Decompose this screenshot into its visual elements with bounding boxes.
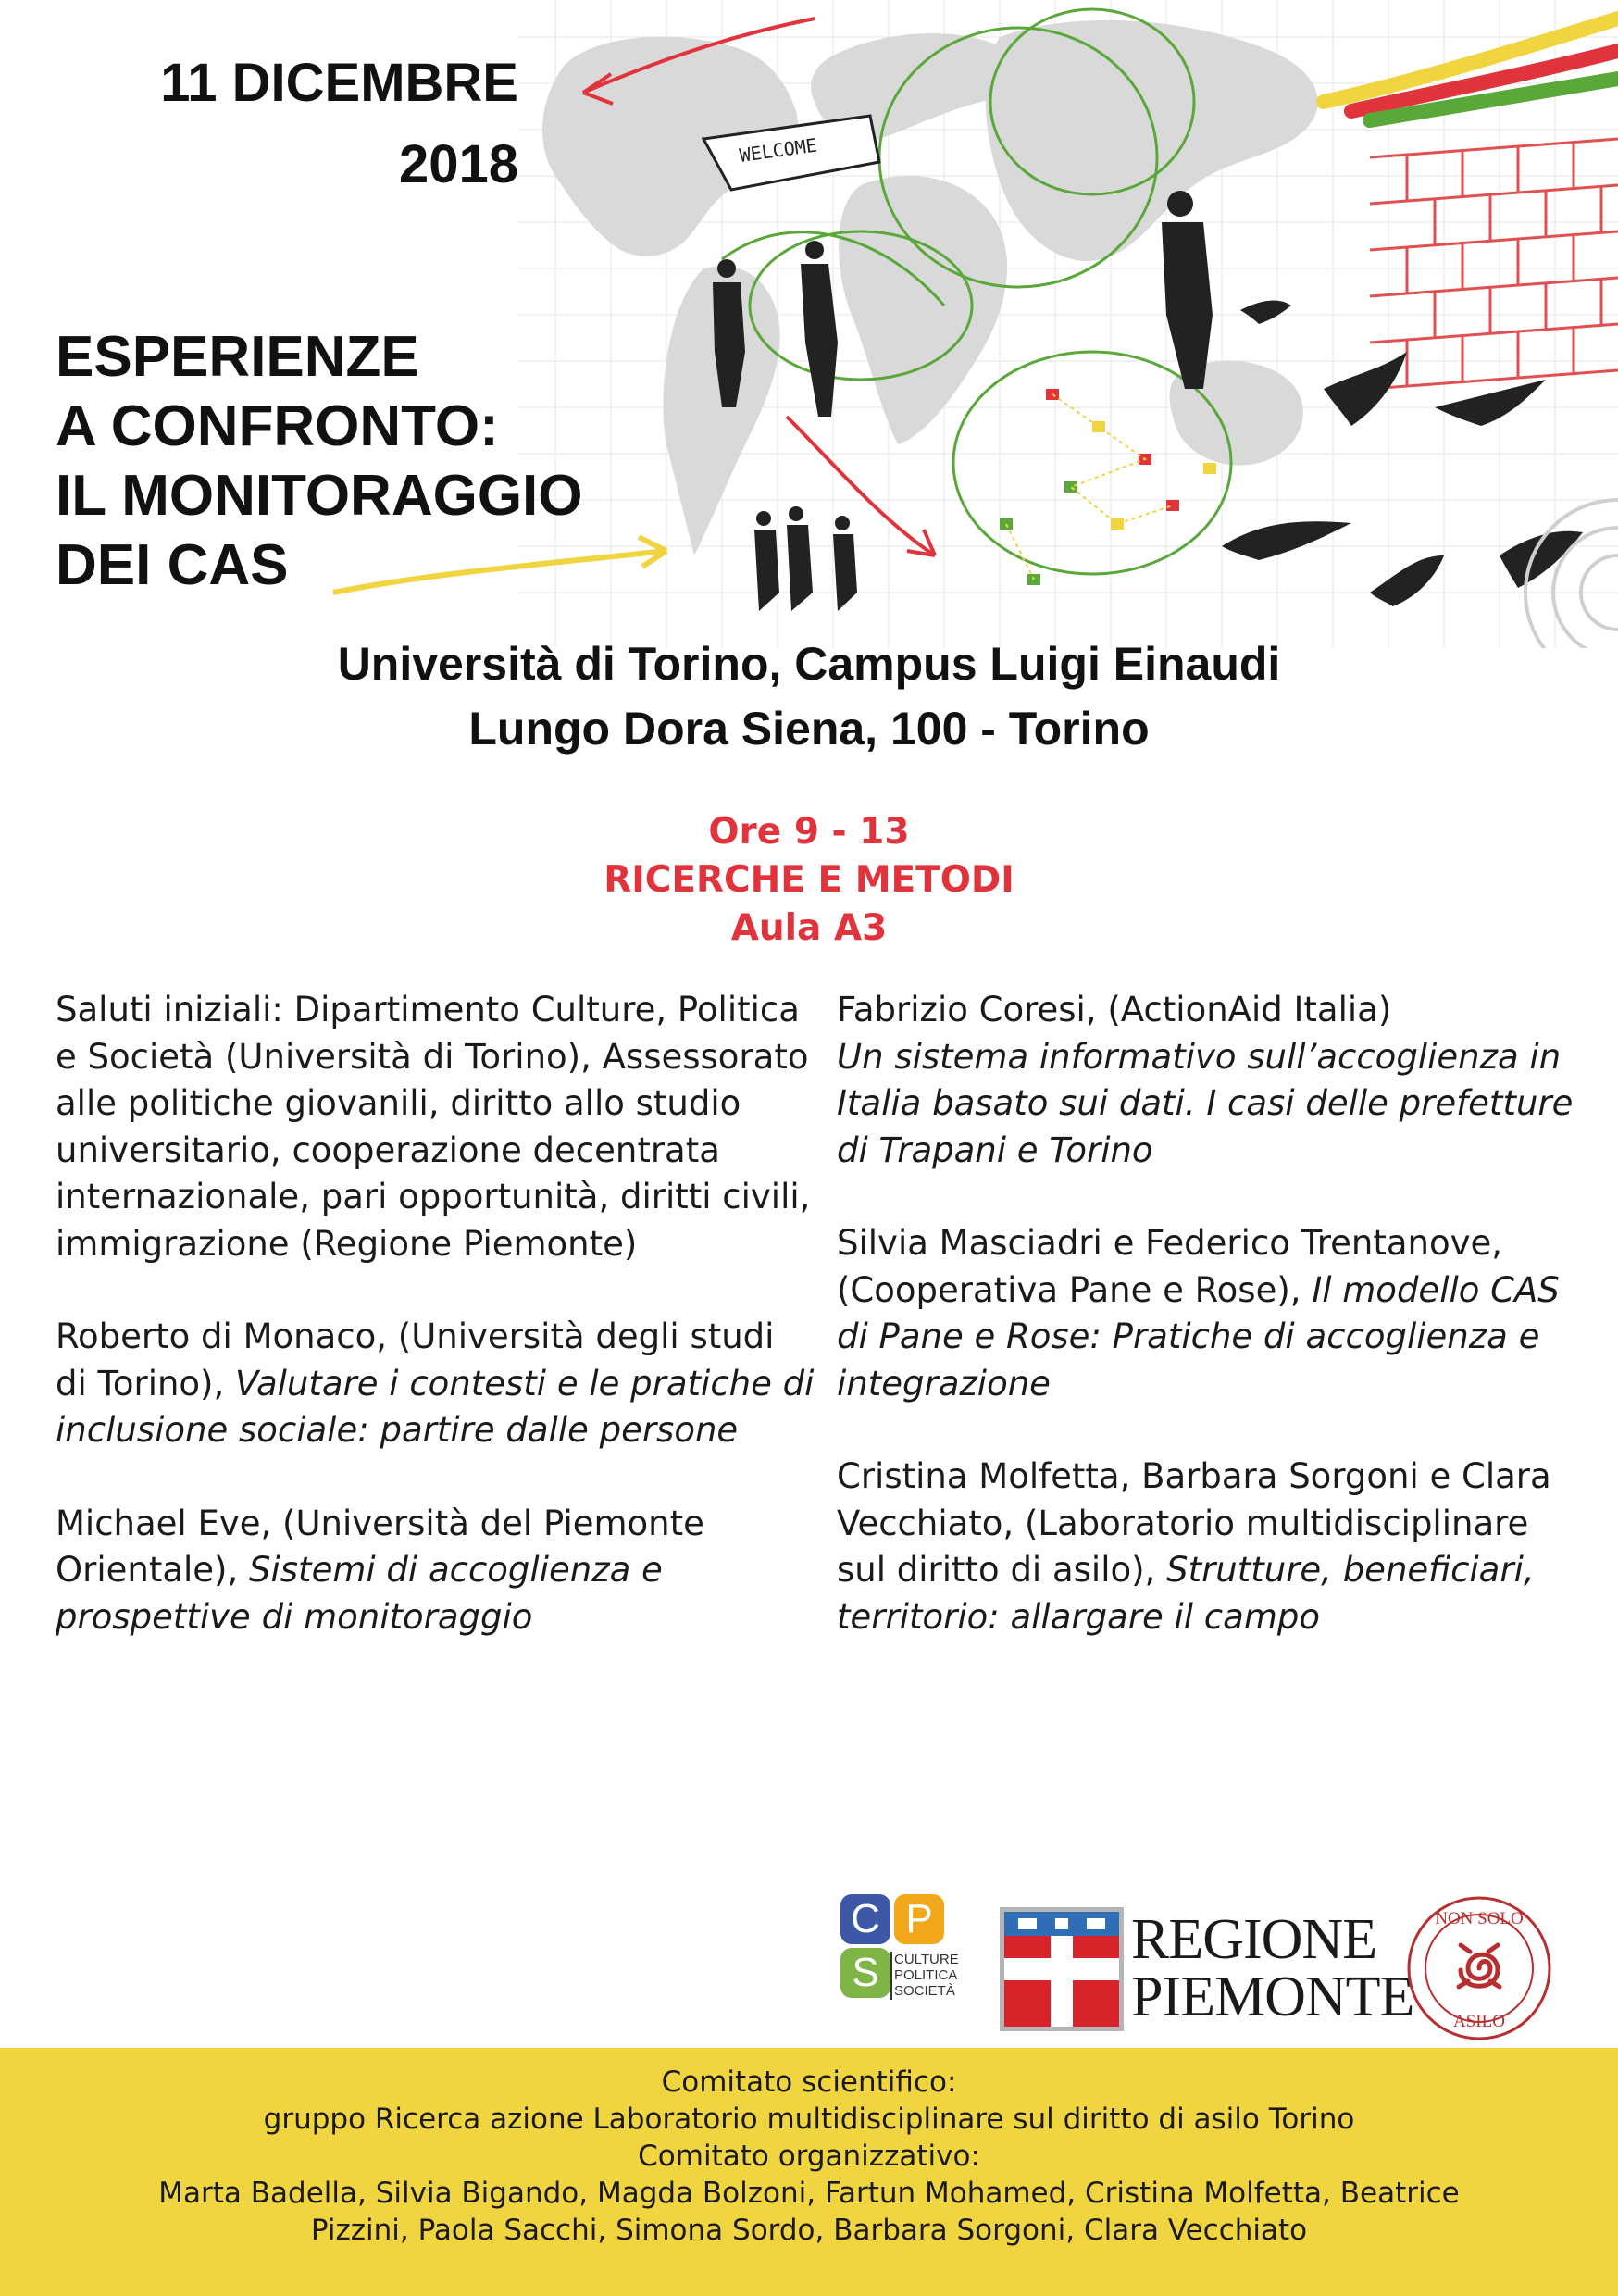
- regione-logo-line: PIEMONTE: [1131, 1965, 1414, 2028]
- program-talk-title: Il modello CAS di Pane e Rose: Pratiche di accoglienza e integrazione: [837, 1269, 1560, 1404]
- event-title-line: ESPERIENZE: [56, 325, 419, 389]
- cps-logo: [840, 1894, 979, 2031]
- program-speaker: Saluti iniziali: Dipartimento Culture, Politica e Società (Università di Torino), Assessorato alle politiche giovanili, diritto allo studio universitario, cooperazione decentrata internazionale, pari opportunità, diritti civili, immigrazione (Regione Piemonte): [56, 990, 811, 1264]
- cps-logo-word: SOCIETÀ: [894, 1983, 955, 1999]
- cps-logo-p: P: [894, 1894, 944, 1944]
- footer-organizing-label: Comitato organizzativo:: [638, 2140, 980, 2173]
- nsa-logo-bottom-text: ASILO: [1453, 2012, 1505, 2031]
- program-speaker: Roberto di Monaco, (Università degli studi di Torino),: [56, 1316, 775, 1404]
- cps-logo-word: CULTURE: [894, 1952, 959, 1967]
- footer-organizing-members: Marta Badella, Silvia Bigando, Magda Bolzoni, Fartun Mohamed, Cristina Molfetta, Beatrice: [158, 2177, 1460, 2210]
- program-speaker: Michael Eve, (Università del Piemonte Orientale),: [56, 1503, 704, 1590]
- program-speaker: Cristina Molfetta, Barbara Sorgoni e Clara Vecchiato, (Laboratorio multidisciplinare sul diritto di asilo),: [837, 1456, 1551, 1590]
- welcome-sign-text: WELCOME: [738, 133, 819, 167]
- venue: [0, 631, 1618, 761]
- venue-address: Lungo Dora Siena, 100 - Torino: [468, 703, 1150, 755]
- footer-committees: [0, 2048, 1618, 2296]
- program-speaker: Silvia Masciadri e Federico Trentanove, (Cooperativa Pane e Rose),: [837, 1223, 1503, 1310]
- footer-scientific-label: Comitato scientifico:: [661, 2065, 957, 2099]
- program-entry: [56, 1501, 815, 1641]
- event-date: [56, 43, 518, 206]
- regione-logo-line: REGIONE: [1131, 1908, 1377, 1971]
- session-header: [0, 808, 1618, 953]
- regione-shield-icon: [1000, 1907, 1124, 2031]
- event-title: [56, 322, 583, 600]
- program-entry: [56, 1314, 815, 1454]
- event-date-day: 11 DICEMBRE: [160, 53, 518, 113]
- program-column-left: [56, 987, 815, 1687]
- event-title-line: DEI CAS: [56, 533, 289, 597]
- program-talk-title: Valutare i contesti e le pratiche di inclusione sociale: partire dalle persone: [56, 1363, 815, 1450]
- event-date-year: 2018: [398, 134, 518, 194]
- program-entry: [837, 987, 1587, 1174]
- program-talk-title: Strutture, beneficiari, territorio: allargare il campo: [837, 1550, 1535, 1637]
- event-title-line: IL MONITORAGGIO: [56, 464, 583, 528]
- session-name: RICERCHE E METODI: [604, 859, 1014, 901]
- regione-piemonte-logo: [1000, 1907, 1414, 2031]
- program-speaker: Fabrizio Coresi, (ActionAid Italia): [837, 990, 1392, 1029]
- session-time: Ore 9 - 13: [708, 811, 910, 853]
- cps-logo-word: POLITICA: [894, 1967, 958, 1983]
- event-title-line: A CONFRONTO:: [56, 394, 499, 458]
- footer-organizing-members: Pizzini, Paola Sacchi, Simona Sordo, Barbara Sorgoni, Clara Vecchiato: [310, 2214, 1308, 2247]
- program-column-right: [837, 987, 1587, 1687]
- program-entry: [837, 1454, 1587, 1641]
- program-entry: [837, 1220, 1587, 1407]
- regione-logo-text: [1131, 1908, 1414, 2028]
- non-solo-asilo-logo: [1405, 1894, 1553, 2042]
- session-room: Aula A3: [730, 907, 888, 949]
- program-entry: [56, 987, 815, 1267]
- footer-scientific-members: gruppo Ricerca azione Laboratorio multidisciplinare sul diritto di asilo Torino: [263, 2103, 1355, 2136]
- cps-logo-s: S: [840, 1948, 890, 1998]
- cps-logo-divider: [890, 1952, 892, 2000]
- venue-name: Università di Torino, Campus Luigi Einaudi: [337, 638, 1281, 690]
- cps-logo-words: [894, 1952, 959, 1999]
- nsa-logo-top-text: NON SOLO: [1435, 1909, 1524, 1928]
- program-talk-title: Un sistema informativo sull’accoglienza in Italia basato sui dati. I casi delle prefetture di Trapani e Torino: [837, 1036, 1574, 1170]
- ribbons: [1324, 19, 1618, 120]
- program-talk-title: Sistemi di accoglienza e prospettive di monitoraggio: [56, 1550, 663, 1637]
- cps-logo-c: C: [840, 1894, 890, 1944]
